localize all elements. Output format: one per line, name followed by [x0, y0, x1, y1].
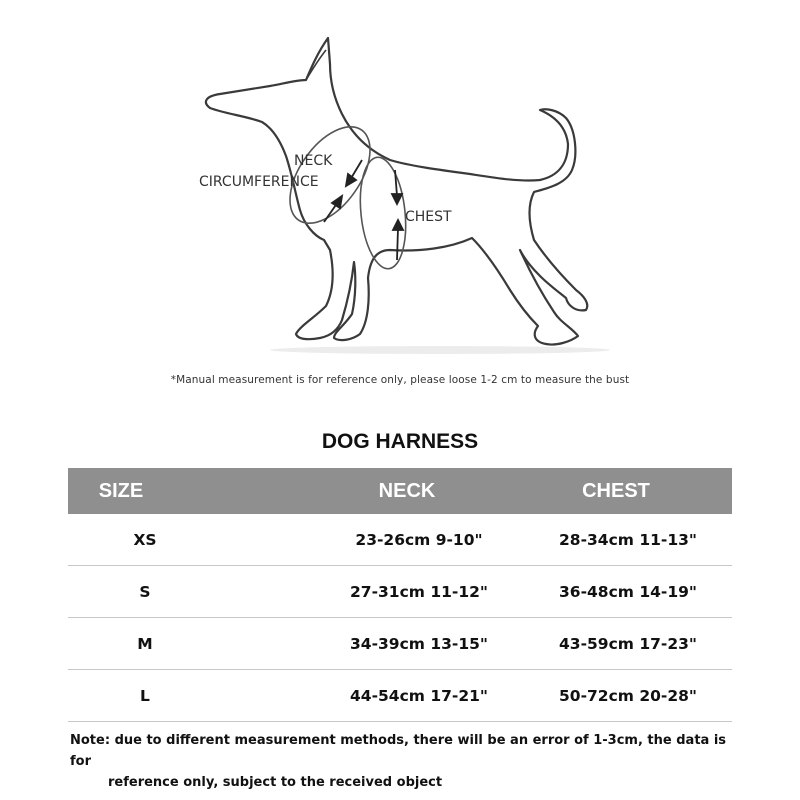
size-cell: L	[140, 686, 150, 705]
size-cell: M	[137, 634, 153, 653]
neck-cell: 44-54cm 17-21"	[350, 686, 488, 705]
neck-cell: 23-26cm 9-10"	[355, 530, 483, 549]
table-row	[68, 514, 732, 566]
table-row	[68, 670, 732, 722]
dog-measurement-illustration	[0, 0, 800, 370]
neck-label: NECK	[294, 153, 333, 169]
chest-cell: 28-34cm 11-13"	[559, 530, 697, 549]
chest-measure-ring	[355, 155, 410, 271]
size-cell: XS	[133, 530, 157, 549]
bottom-note	[70, 730, 730, 793]
table-header-row	[68, 468, 732, 514]
reference-note: *Manual measurement is for reference only, please loose 1-2 cm to measure the bust	[170, 374, 630, 386]
neck-cell: 34-39cm 13-15"	[350, 634, 488, 653]
size-cell: S	[139, 582, 151, 601]
header-chest: CHEST	[582, 479, 650, 502]
chest-cell: 36-48cm 14-19"	[559, 582, 697, 601]
bottom-note-line-2: reference only, subject to the received object	[108, 775, 443, 790]
table-row	[68, 566, 732, 618]
chest-cell: 43-59cm 17-23"	[559, 634, 697, 653]
table-row	[68, 618, 732, 670]
chest-cell: 50-72cm 20-28"	[559, 686, 697, 705]
chest-label: CHEST	[405, 209, 452, 225]
neck-cell: 27-31cm 11-12"	[350, 582, 488, 601]
bottom-note-line-1: Note: due to different measurement methods, there will be an error of 1-3cm, the data is for	[70, 733, 727, 769]
header-neck: NECK	[378, 479, 436, 502]
header-size: SIZE	[98, 479, 144, 502]
size-table	[68, 468, 732, 722]
table-title: DOG HARNESS	[321, 430, 479, 453]
circumference-label: CIRCUMFERENCE	[199, 174, 319, 190]
chest-arrows	[392, 170, 403, 260]
